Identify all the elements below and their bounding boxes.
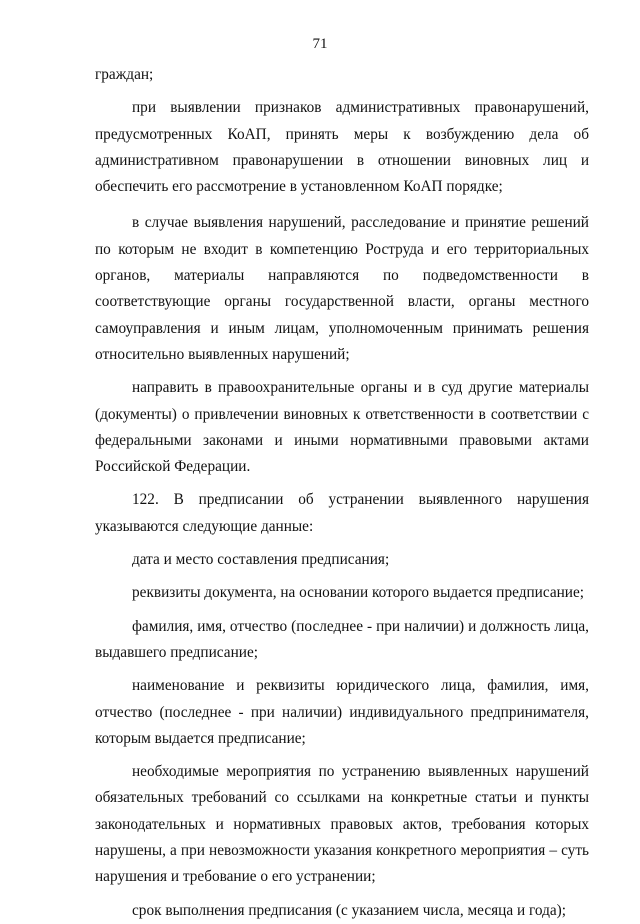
- paragraph-document-details: реквизиты документа, на основании которого выдается предписание;: [132, 584, 585, 602]
- paragraph-item-122: 122. В предписании об устранении выявленного нарушения указываются следующие данные:: [95, 491, 589, 535]
- paragraph-jurisdiction: в случае выявления нарушений, расследование и принятие решений по которым не входит в компетенцию Роструда и его территориальных органов, материалы направляются по подведомственности в соответствующие органы государственной власти, органы местного самоуправления и иным лицам, уполномоченным принимать решения относительно выявленных нарушений;: [95, 214, 589, 363]
- paragraph-deadline: срок выполнения предписания (с указанием числа, месяца и года);: [132, 901, 566, 919]
- paragraph-recipient: наименование и реквизиты юридического лица, фамилия, имя, отчество (последнее - при наличии) индивидуального предпринимателя, которым выдается предписание;: [95, 677, 589, 747]
- paragraph-measures: необходимые мероприятия по устранению выявленных нарушений обязательных требований со ссылками на конкретные статьи и пункты законодательных и нормативных правовых актов, требования которых нарушены, а при невозможности указания конкретного мероприятия – суть нарушения и требование о его устранении;: [95, 763, 589, 886]
- page-number: 71: [312, 36, 328, 52]
- document-body: [95, 62, 589, 924]
- paragraph-administrative-offense: при выявлении признаков административных правонарушений, предусмотренных КоАП, принять меры к возбуждению дела об административном правонарушении в отношении виновных лиц и обеспечить его рассмотрение в установленном КоАП порядке;: [95, 99, 589, 196]
- paragraph-continuation: граждан;: [95, 66, 154, 83]
- paragraph-law-enforcement: направить в правоохранительные органы и в суд другие материалы (документы) о привлечении виновных к ответственности в соответствии с федеральными законами и иными нормативными правовыми актами Российской Федерации.: [95, 379, 589, 476]
- paragraph-date-place: дата и место составления предписания;: [132, 551, 390, 569]
- paragraph-issuer: фамилия, имя, отчество (последнее - при наличии) и должность лица, выдавшего предписание;: [95, 617, 589, 661]
